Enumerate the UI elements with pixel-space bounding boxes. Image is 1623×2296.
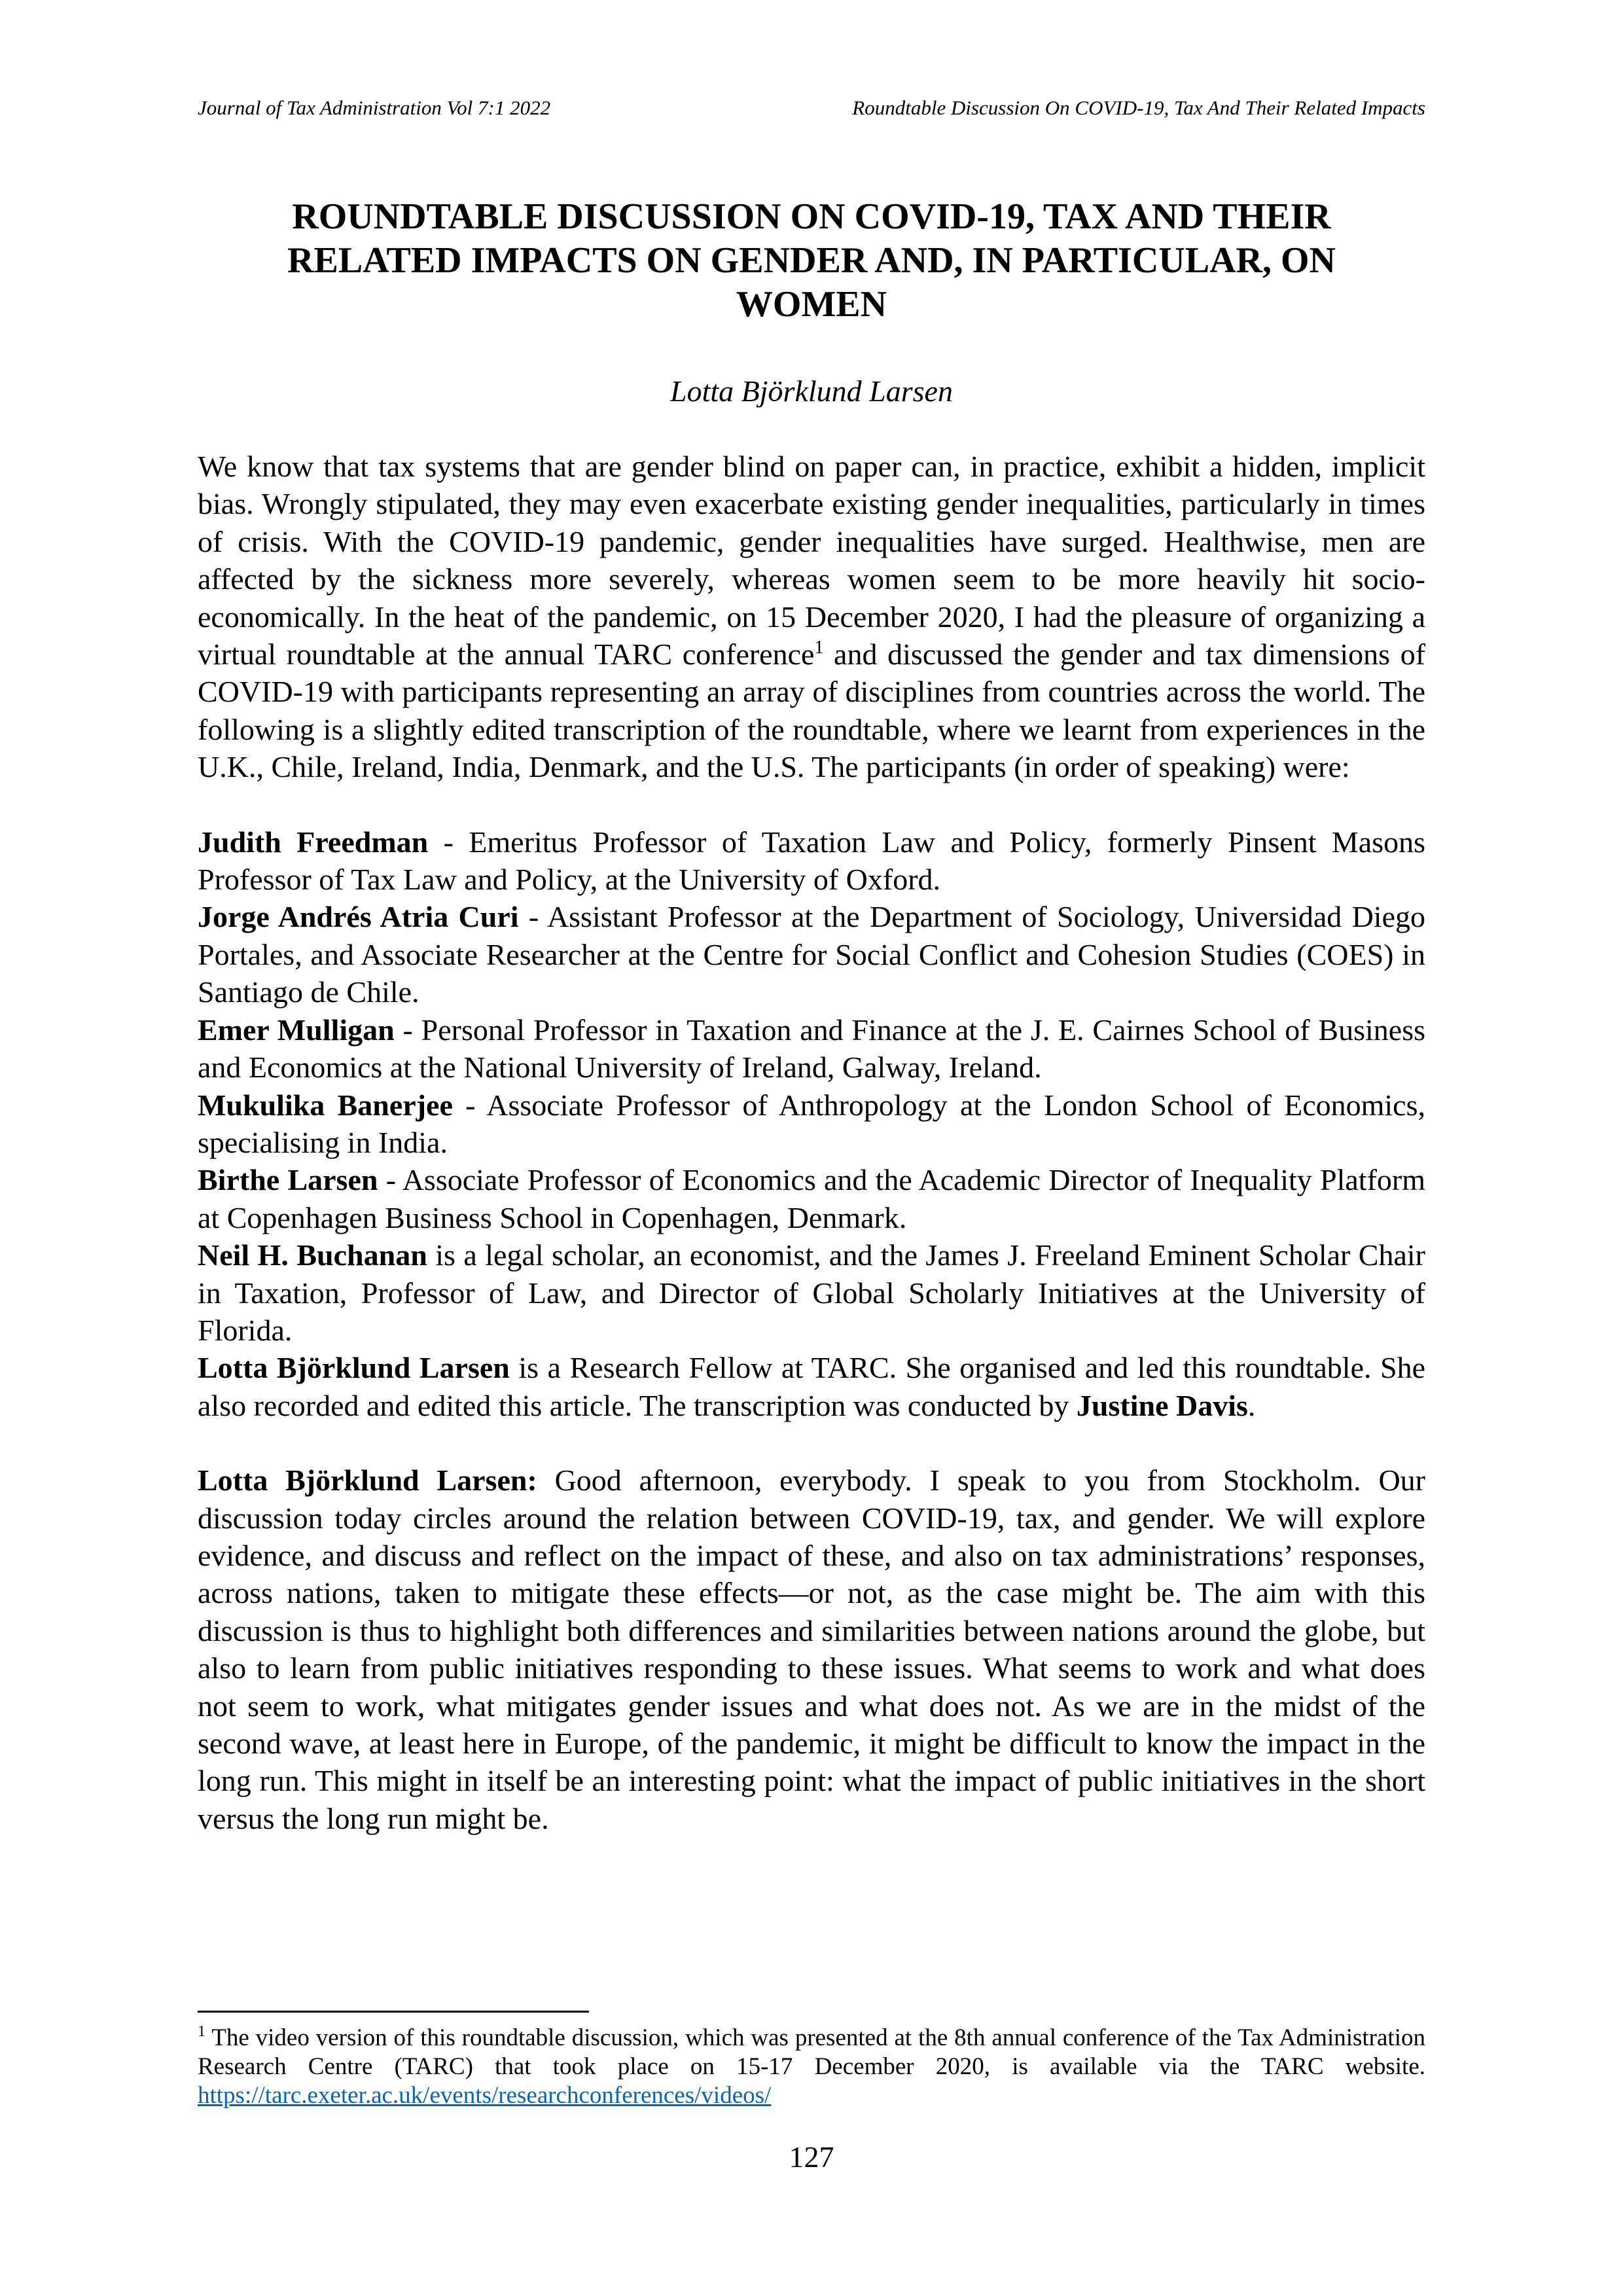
participant-entry: [198, 1011, 1425, 1086]
title-line: ROUNDTABLE DISCUSSION ON COVID-19, TAX AND THEIR: [292, 196, 1331, 237]
speech-text: Good afternoon, everybody. I speak to you from Stockholm. Our discussion today circles around the relation between COVID-19, tax, and gender. We will explore evidence, and discuss and reflect on the impact of these, and also on tax administrations’ responses, across nations, taken to mitigate these effects—or not, as the case might be. The aim with this discussion is thus to highlight both differences and similarities between nations around the globe, but also to learn from public initiatives responding to these issues. What seems to work and what does not seem to work, what mitigates gender issues and what does not. As we are in the midst of the second wave, at least here in Europe, of the pandemic, it might be difficult to know the impact in the long run. This might in itself be an interesting point: what the impact of public initiatives in the short versus the long run might be.: [198, 1463, 1425, 1835]
footnote-text: The video version of this roundtable discussion, which was presented at the 8th annual conference of the Tax Administration Research Centre (TARC) that took place on 15-17 December 2020, is available via the TARC website.: [198, 2024, 1425, 2080]
header-journal-info: Journal of Tax Administration Vol 7:1 2022: [198, 96, 551, 119]
transcriber-name: Justine Davis: [1076, 1388, 1248, 1422]
participant-description: - Associate Professor of Economics and the Academic Director of Inequality Platform at Copenhagen Business School in Copenhagen, Denmark.: [198, 1163, 1426, 1234]
running-header: [198, 95, 1425, 121]
organiser-end: .: [1247, 1388, 1256, 1422]
participant-description: - Associate Professor of Anthropology at the London School of Economics, specialising in India.: [198, 1088, 1425, 1159]
participant-entry: [198, 1086, 1425, 1162]
participant-description: - Emeritus Professor of Taxation Law and Policy, formerly Pinsent Masons Professor of Tax Law and Policy, at the University of Oxford.: [198, 825, 1425, 897]
footnote: [198, 2024, 1425, 2110]
participant-entry: [198, 1161, 1425, 1236]
footnote-divider: [198, 2011, 589, 2013]
footnote-number: 1: [198, 2023, 205, 2040]
participant-description: - Assistant Professor at the Department of Sociology, Universidad Diego Portales, and Associate Researcher at the Centre for Social Conflict and Cohesion Studies (COES) in Santiago de Chile.: [198, 900, 1425, 1009]
article-author: Lotta Björklund Larsen: [670, 374, 953, 408]
participant-entry: [198, 898, 1425, 1011]
title-line: RELATED IMPACTS ON GENDER AND, IN PARTICULAR, ON: [287, 240, 1336, 281]
participant-name: Emer Mulligan: [198, 1013, 395, 1047]
participant-name: Jorge Andrés Atria Curi: [198, 900, 519, 934]
speaker-name: Lotta Björklund Larsen:: [198, 1463, 537, 1498]
article-title: [198, 195, 1425, 327]
organiser-description: is a Research Fellow at TARC. She organised and led this roundtable. She also recorded and edited this article. The transcription was conducted by: [198, 1351, 1425, 1422]
participant-name: Birthe Larsen: [198, 1163, 378, 1197]
intro-paragraph: [198, 448, 1425, 786]
title-line: WOMEN: [736, 284, 887, 325]
participant-name: Judith Freedman: [198, 825, 429, 859]
article-body: [198, 448, 1425, 1837]
participant-description: is a legal scholar, an economist, and the James J. Freeland Eminent Scholar Chair in Taxation, Professor of Law, and Director of Global Scholarly Initiatives at the University of Florida.: [198, 1238, 1425, 1347]
organiser-name: Lotta Björklund Larsen: [198, 1351, 510, 1385]
intro-text-continued: and discussed the gender and tax dimensions of COVID-19 with participants representing an array of disciplines from countries across the world. The following is a slightly edited transcription of the roundtable, where we learnt from experiences in the U.K., Chile, Ireland, India, Denmark, and the U.S. The participants (in order of speaking) were:: [198, 637, 1426, 784]
page-number: 127: [789, 2140, 834, 2174]
footnote-reference[interactable]: 1: [814, 637, 824, 658]
organiser-entry: [198, 1349, 1425, 1424]
participant-entry: [198, 823, 1425, 899]
footnote-link[interactable]: https://tarc.exeter.ac.uk/events/researchconferences/videos/: [198, 2082, 772, 2109]
participant-name: Mukulika Banerjee: [198, 1088, 453, 1122]
participant-description: - Personal Professor in Taxation and Finance at the J. E. Cairnes School of Business and Economics at the National University of Ireland, Galway, Ireland.: [198, 1013, 1425, 1085]
speech-paragraph: [198, 1462, 1425, 1837]
participant-entry: [198, 1236, 1425, 1349]
participant-name: Neil H. Buchanan: [198, 1238, 427, 1272]
intro-text: We know that tax systems that are gender blind on paper can, in practice, exhibit a hidden, implicit bias. Wrongly stipulated, they may even exacerbate existing gender inequalities, particularly in times of crisis. With the COVID-19 pandemic, gender inequalities have surged. Healthwise, men are affected by the sickness more severely, whereas women seem to be more heavily hit socio-economically. In the heat of the pandemic, on 15 December 2020, I had the pleasure of organizing a virtual roundtable at the annual TARC conference: [198, 450, 1425, 672]
header-article-short-title: Roundtable Discussion On COVID-19, Tax And Their Related Impacts: [852, 96, 1425, 119]
